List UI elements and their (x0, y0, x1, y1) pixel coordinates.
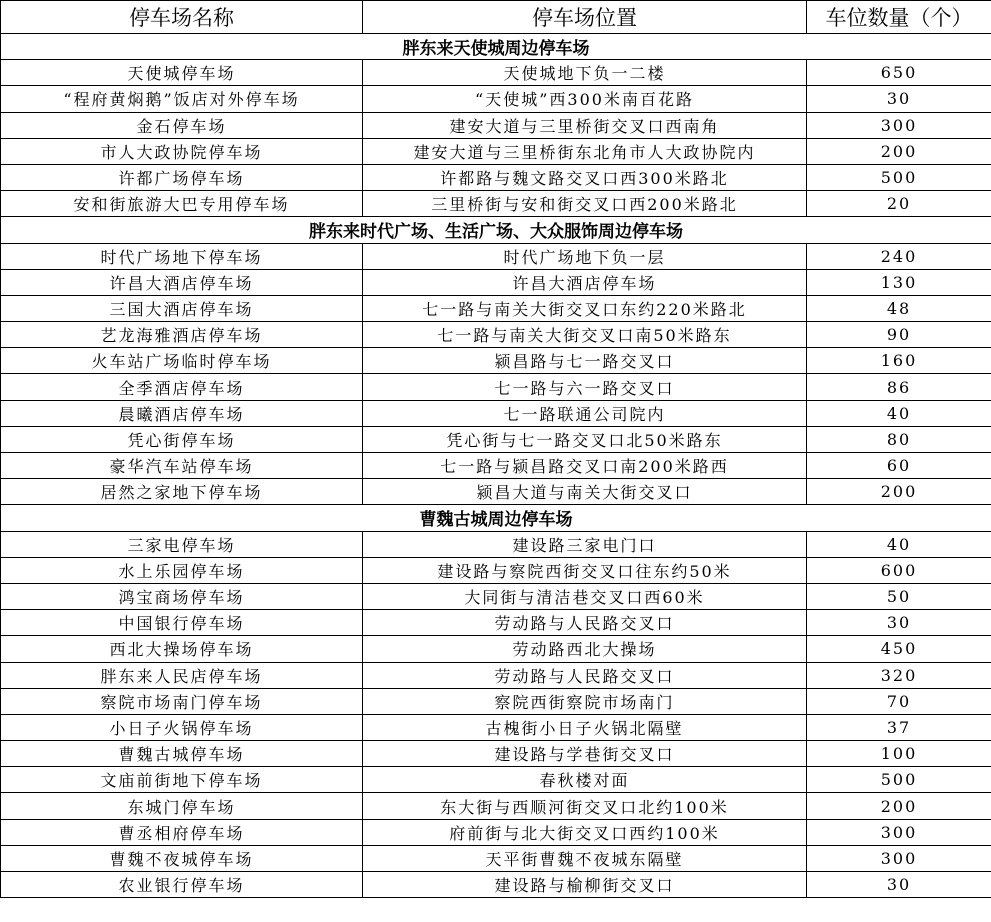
cell-name: 察院市场南门停车场 (1, 688, 363, 714)
cell-spaces: 130 (807, 269, 991, 295)
cell-spaces: 650 (807, 60, 991, 86)
table-row (1, 86, 991, 112)
section-row (1, 34, 991, 60)
cell-name: 文庙前街地下停车场 (1, 767, 363, 793)
cell-name: 凭心街停车场 (1, 426, 363, 452)
cell-location: 建设路与榆柳街交叉口 (363, 872, 807, 898)
cell-name: 三家电停车场 (1, 531, 363, 557)
cell-location: 大同街与清洁巷交叉口西60米 (363, 583, 807, 609)
cell-spaces: 500 (807, 164, 991, 190)
table-row (1, 819, 991, 845)
header-name: 停车场名称 (1, 1, 363, 34)
table-row (1, 400, 991, 426)
cell-spaces: 40 (807, 531, 991, 557)
cell-name: 曹魏古城停车场 (1, 741, 363, 767)
cell-name: 安和街旅游大巴专用停车场 (1, 191, 363, 217)
cell-name: 东城门停车场 (1, 793, 363, 819)
cell-spaces: 48 (807, 295, 991, 321)
cell-name: 鸿宝商场停车场 (1, 583, 363, 609)
table-row (1, 636, 991, 662)
header-row (1, 1, 991, 34)
cell-name: 西北大操场停车场 (1, 636, 363, 662)
cell-location: 时代广场地下负一层 (363, 243, 807, 269)
cell-location: 凭心街与七一路交叉口北50米路东 (363, 426, 807, 452)
table-row (1, 374, 991, 400)
cell-spaces: 450 (807, 636, 991, 662)
cell-spaces: 300 (807, 845, 991, 871)
cell-name: 居然之家地下停车场 (1, 479, 363, 505)
cell-name: 中国银行停车场 (1, 610, 363, 636)
cell-spaces: 30 (807, 872, 991, 898)
cell-spaces: 600 (807, 557, 991, 583)
cell-name: 全季酒店停车场 (1, 374, 363, 400)
table-row (1, 662, 991, 688)
table-row (1, 112, 991, 138)
cell-name: 水上乐园停车场 (1, 557, 363, 583)
cell-location: 七一路与六一路交叉口 (363, 374, 807, 400)
cell-spaces: 200 (807, 479, 991, 505)
table-row (1, 164, 991, 190)
table-row (1, 243, 991, 269)
table-row (1, 138, 991, 164)
cell-location: 建设路与察院西街交叉口往东约50米 (363, 557, 807, 583)
cell-location: 颍昌路与七一路交叉口 (363, 348, 807, 374)
table-row (1, 714, 991, 740)
cell-location: 许昌大酒店停车场 (363, 269, 807, 295)
table-row (1, 531, 991, 557)
cell-spaces: 50 (807, 583, 991, 609)
cell-spaces: 60 (807, 453, 991, 479)
cell-name: 艺龙海雅酒店停车场 (1, 322, 363, 348)
cell-location: 建设路三家电门口 (363, 531, 807, 557)
table-row (1, 610, 991, 636)
cell-location: 府前街与北大街交叉口西约100米 (363, 819, 807, 845)
cell-location: 七一路与颍昌路交叉口南200米路西 (363, 453, 807, 479)
cell-spaces: 160 (807, 348, 991, 374)
cell-name: 市人大政协院停车场 (1, 138, 363, 164)
table-row (1, 295, 991, 321)
cell-location: 劳动路西北大操场 (363, 636, 807, 662)
cell-spaces: 100 (807, 741, 991, 767)
cell-name: 胖东来人民店停车场 (1, 662, 363, 688)
cell-name: 天使城停车场 (1, 60, 363, 86)
cell-location: 建安大道与三里桥街东北角市人大政协院内 (363, 138, 807, 164)
cell-location: 七一路与南关大街交叉口南50米路东 (363, 322, 807, 348)
table-row (1, 767, 991, 793)
cell-spaces: 320 (807, 662, 991, 688)
cell-name: 农业银行停车场 (1, 872, 363, 898)
cell-location: “天使城”西300米南百花路 (363, 86, 807, 112)
table-row (1, 741, 991, 767)
table-row (1, 348, 991, 374)
header-spaces: 车位数量（个） (807, 1, 991, 34)
cell-name: 三国大酒店停车场 (1, 295, 363, 321)
table-row (1, 845, 991, 871)
cell-name: 许都广场停车场 (1, 164, 363, 190)
cell-name: “程府黄焖鹅”饭店对外停车场 (1, 86, 363, 112)
cell-location: 许都路与魏文路交叉口西300米路北 (363, 164, 807, 190)
cell-spaces: 30 (807, 610, 991, 636)
cell-spaces: 30 (807, 86, 991, 112)
cell-name: 许昌大酒店停车场 (1, 269, 363, 295)
cell-location: 七一路联通公司院内 (363, 400, 807, 426)
cell-location: 颍昌大道与南关大街交叉口 (363, 479, 807, 505)
table-row (1, 453, 991, 479)
cell-location: 天使城地下负一二楼 (363, 60, 807, 86)
table-row (1, 479, 991, 505)
cell-location: 七一路与南关大街交叉口东约220米路北 (363, 295, 807, 321)
cell-spaces: 40 (807, 400, 991, 426)
cell-name: 火车站广场临时停车场 (1, 348, 363, 374)
cell-spaces: 20 (807, 191, 991, 217)
table-row (1, 60, 991, 86)
table-row (1, 269, 991, 295)
cell-location: 古槐街小日子火锅北隔壁 (363, 714, 807, 740)
cell-spaces: 86 (807, 374, 991, 400)
table-row (1, 557, 991, 583)
cell-location: 天平街曹魏不夜城东隔壁 (363, 845, 807, 871)
cell-name: 曹丞相府停车场 (1, 819, 363, 845)
cell-spaces: 37 (807, 714, 991, 740)
table-row (1, 793, 991, 819)
cell-spaces: 200 (807, 138, 991, 164)
cell-location: 建安大道与三里桥街交叉口西南角 (363, 112, 807, 138)
cell-spaces: 200 (807, 793, 991, 819)
cell-location: 劳动路与人民路交叉口 (363, 662, 807, 688)
cell-name: 小日子火锅停车场 (1, 714, 363, 740)
cell-location: 春秋楼对面 (363, 767, 807, 793)
cell-spaces: 90 (807, 322, 991, 348)
header-location: 停车场位置 (363, 1, 807, 34)
table-row (1, 426, 991, 452)
cell-spaces: 240 (807, 243, 991, 269)
section-title: 胖东来时代广场、生活广场、大众服饰周边停车场 (1, 217, 991, 243)
table-row (1, 583, 991, 609)
cell-location: 东大街与西顺河街交叉口北约100米 (363, 793, 807, 819)
cell-name: 曹魏不夜城停车场 (1, 845, 363, 871)
cell-location: 劳动路与人民路交叉口 (363, 610, 807, 636)
table-row (1, 872, 991, 898)
section-row (1, 505, 991, 531)
cell-location: 察院西街察院市场南门 (363, 688, 807, 714)
cell-name: 晨曦酒店停车场 (1, 400, 363, 426)
section-row (1, 217, 991, 243)
table-row (1, 322, 991, 348)
cell-name: 时代广场地下停车场 (1, 243, 363, 269)
cell-spaces: 300 (807, 819, 991, 845)
section-title: 胖东来天使城周边停车场 (1, 34, 991, 60)
cell-name: 豪华汽车站停车场 (1, 453, 363, 479)
section-title: 曹魏古城周边停车场 (1, 505, 991, 531)
table-row (1, 191, 991, 217)
cell-location: 建设路与学巷街交叉口 (363, 741, 807, 767)
cell-spaces: 80 (807, 426, 991, 452)
cell-location: 三里桥街与安和街交叉口西200米路北 (363, 191, 807, 217)
cell-spaces: 300 (807, 112, 991, 138)
cell-spaces: 500 (807, 767, 991, 793)
table-row (1, 688, 991, 714)
cell-spaces: 70 (807, 688, 991, 714)
cell-name: 金石停车场 (1, 112, 363, 138)
